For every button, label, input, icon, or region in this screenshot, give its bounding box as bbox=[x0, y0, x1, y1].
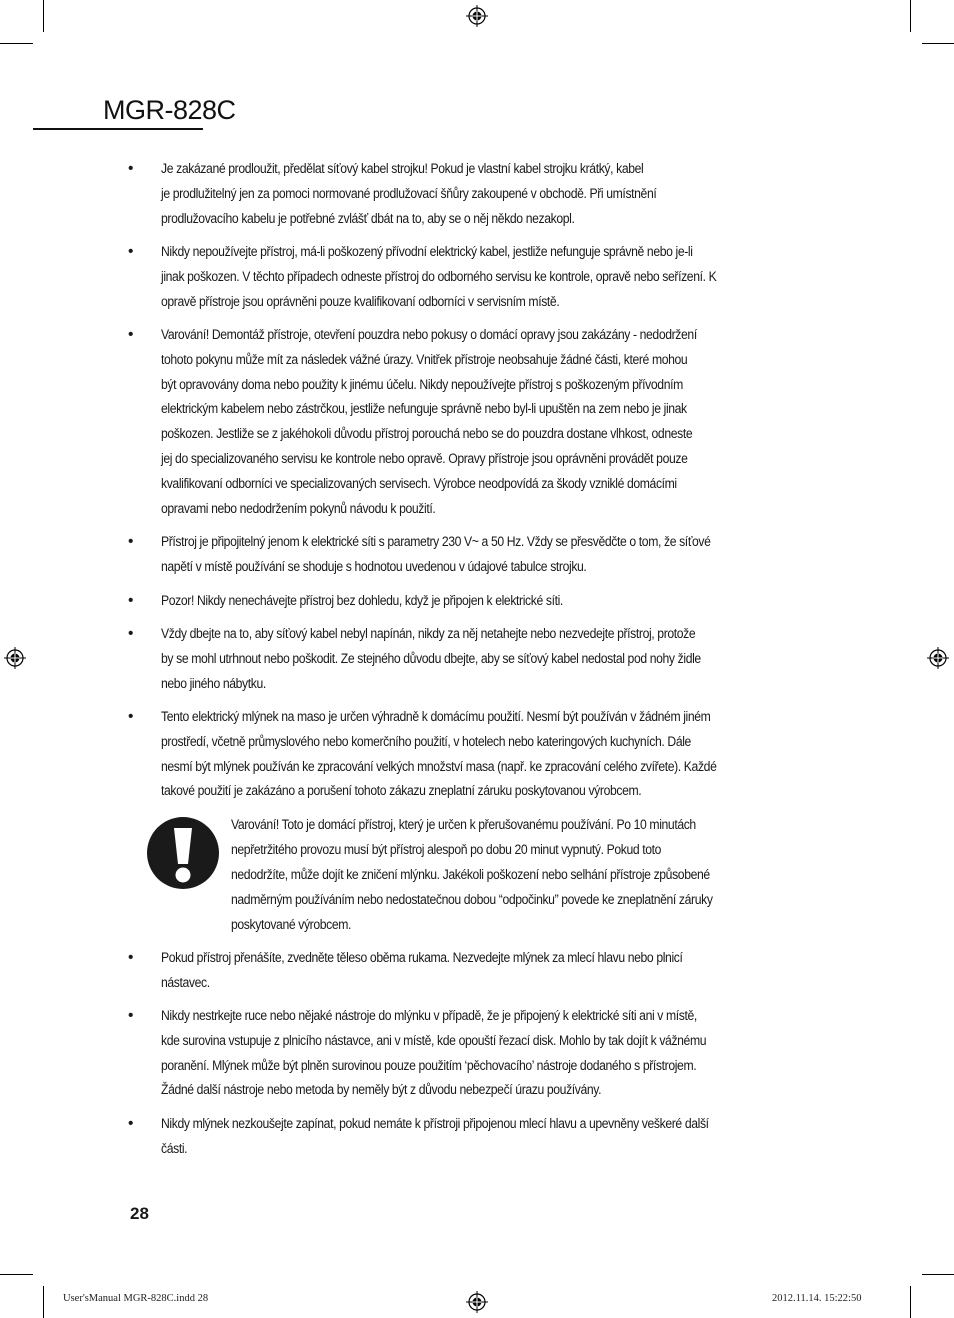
text-line: prodlužovacího kabelu je potřebné zvlášť dbát na to, aby se o něj někdo nezakopl. bbox=[161, 210, 575, 227]
bullet-marker: • bbox=[128, 1007, 134, 1024]
list-item bbox=[161, 240, 763, 314]
bullet-marker: • bbox=[128, 243, 134, 260]
bullet-marker: • bbox=[128, 592, 134, 609]
list-item bbox=[161, 157, 763, 231]
text-line: Je zakázané prodloužit, předělat síťový kabel strojku! Pokud je vlastní kabel strojku krátký, kabel bbox=[161, 161, 644, 177]
text-line: Varování! Demontáž přístroje, otevření pouzdra nebo pokusy o domácí opravy jsou zakázány - nedodržení bbox=[161, 327, 697, 343]
footer-file-info: User'sManual MGR-828C.indd 28 bbox=[63, 1293, 209, 1304]
text-line: tohoto pokynu může mít za následek vážné úrazy. Vnitřek přístroje neobsahuje žádné části, které mohou bbox=[161, 351, 688, 368]
list-item bbox=[161, 589, 763, 614]
model-title: MGR-828C bbox=[103, 95, 236, 125]
text-line: kvalifikovaní odborníci ve specializovaných servisech. Výrobce neodpovídá za škody vzniklé domácími bbox=[161, 475, 677, 492]
bullet-marker: • bbox=[128, 1115, 134, 1132]
registration-mark-icon bbox=[4, 647, 26, 669]
text-line: nesmí být mlýnek používán ke zpracování velkých množství masa (např. ke zpracování celého zvířete). Každé bbox=[161, 758, 717, 775]
bullet-marker: • bbox=[128, 160, 134, 177]
bullet-marker: • bbox=[128, 533, 134, 550]
warning-line: nadměrným používáním nebo nedostatečnou dobou “odpočinku” povede ke zneplatnění záruky bbox=[231, 892, 713, 908]
text-line: kde surovina vstupuje z plnicího nástavce, ani v místě, kde opouští řezací disk. Mohlo by tak dojít k vážnému bbox=[161, 1032, 707, 1049]
text-line: jej do specializovaného servisu ke kontrole nebo opravě. Opravy přístroje jsou oprávněni provádět pouze bbox=[161, 450, 688, 467]
text-line: být opravovány doma nebo použity k jinému účelu. Nikdy nepoužívejte přístroj s poškozeným přívodním bbox=[161, 376, 683, 393]
list-item bbox=[161, 946, 763, 996]
bullet-marker: • bbox=[128, 708, 134, 725]
list-item bbox=[161, 323, 763, 521]
footer-timestamp: 2012.11.14. 15:22:50 bbox=[772, 1293, 862, 1304]
text-line: Vždy dbejte na to, aby síťový kabel nebyl napínán, nikdy za něj netahejte nebo nezvedejte přístroj, protože bbox=[161, 626, 696, 642]
bullet-marker: • bbox=[128, 625, 134, 642]
text-line: Nikdy mlýnek nezkoušejte zapínat, pokud nemáte k přístroji připojenou mlecí hlavu a upevněny veškeré další bbox=[161, 1116, 709, 1132]
text-line: Pokud přístroj přenášíte, zvedněte těleso oběma rukama. Nezvedejte mlýnek za mlecí hlavu nebo plnicí bbox=[161, 950, 683, 966]
bullet-marker: • bbox=[128, 326, 134, 343]
exclamation-icon bbox=[147, 817, 219, 889]
list-item bbox=[161, 622, 763, 696]
text-line: prostředí, včetně průmyslového nebo komerčního použití, v hotelech nebo kateringových kuchyních. Dále bbox=[161, 733, 691, 750]
text-line: Nikdy nestrkejte ruce nebo nějaké nástroje do mlýnku v případě, že je připojený k elektrické síti ani v místě, bbox=[161, 1008, 697, 1024]
warning-line: nedodržíte, může dojít ke zničení mlýnku. Jakékoli poškození nebo selhání přístroje způsobené bbox=[231, 867, 710, 883]
registration-mark-icon bbox=[466, 5, 488, 27]
text-line: nástavec. bbox=[161, 974, 210, 991]
text-line: opravami nebo nedodržením pokynů návodu k použití. bbox=[161, 500, 436, 517]
page-number: 28 bbox=[130, 1204, 149, 1223]
text-line: je prodlužitelný jen za pomoci normované prodlužovací šňůry zakoupené v obchodě. Při umístnění bbox=[161, 185, 657, 202]
text-line: části. bbox=[161, 1140, 188, 1157]
list-item bbox=[161, 705, 763, 804]
text-line: Pozor! Nikdy nenechávejte přístroj bez dohledu, když je připojen k elektrické síti. bbox=[161, 593, 563, 609]
list-item bbox=[161, 1004, 763, 1103]
text-line: poranění. Mlýnek může být plněn surovinou pouze použitím ‘pěchovacího’ nástroje dodaného s přístrojem. bbox=[161, 1057, 697, 1074]
registration-mark-icon bbox=[927, 647, 949, 669]
text-line: jinak poškozen. V těchto případech odneste přístroj do odborného servisu ke kontrole, opravě nebo seřízení. K bbox=[161, 268, 717, 285]
header-rule bbox=[33, 128, 203, 130]
list-item bbox=[161, 1112, 763, 1162]
list-item bbox=[161, 530, 763, 580]
text-line: takové použití je zakázáno a porušení tohoto zákazu zneplatní záruku poskytovanou výrobcem. bbox=[161, 783, 642, 800]
text-line: elektrickým kabelem nebo zástrčkou, jestliže nefunguje správně nebo byl-li upuštěn na zem nebo je jinak bbox=[161, 401, 687, 418]
bullet-marker: • bbox=[128, 949, 134, 966]
warning-line: Varování! Toto je domácí přístroj, který je určen k přerušovanému používání. Po 10 minutách bbox=[231, 817, 696, 833]
text-line: nebo jiného nábytku. bbox=[161, 675, 266, 692]
registration-mark-icon bbox=[466, 1291, 488, 1313]
text-line: napětí v místě používání se shoduje s hodnotou uvedenou v údajové tabulce strojku. bbox=[161, 558, 587, 575]
warning-line: poskytované výrobcem. bbox=[231, 917, 352, 933]
text-line: poškozen. Jestliže se z jakéhokoli důvodu přístroj porouchá nebo se do pouzdra dostane vlhkost, odneste bbox=[161, 426, 693, 443]
warning-text bbox=[231, 813, 833, 938]
text-line: opravě přístroje jsou oprávněni pouze kvalifikovaní odborníci v servisním místě. bbox=[161, 293, 560, 310]
warning-line: nepřetržitého provozu musí být přístroj alespoň po dobu 20 minut vypnutý. Pokud toto bbox=[231, 842, 662, 858]
text-line: Tento elektrický mlýnek na maso je určen výhradně k domácímu použití. Nesmí být používán v žádném jiném bbox=[161, 709, 711, 725]
text-line: Žádné další nástroje nebo metoda by neměly být z důvodu nebezpečí úrazu používány. bbox=[161, 1082, 602, 1099]
text-line: Přístroj je připojitelný jenom k elektrické síti s parametry 230 V~ a 50 Hz. Vždy se přesvědčte o tom, že síťové bbox=[161, 534, 711, 550]
text-line: by se mohl utrhnout nebo poškodit. Ze stejného důvodu dbejte, aby se síťový kabel nedostal pod nohy židle bbox=[161, 650, 701, 667]
text-line: Nikdy nepoužívejte přístroj, má-li poškozený přívodní elektrický kabel, jestliže nefunguje správně nebo je-li bbox=[161, 244, 693, 260]
